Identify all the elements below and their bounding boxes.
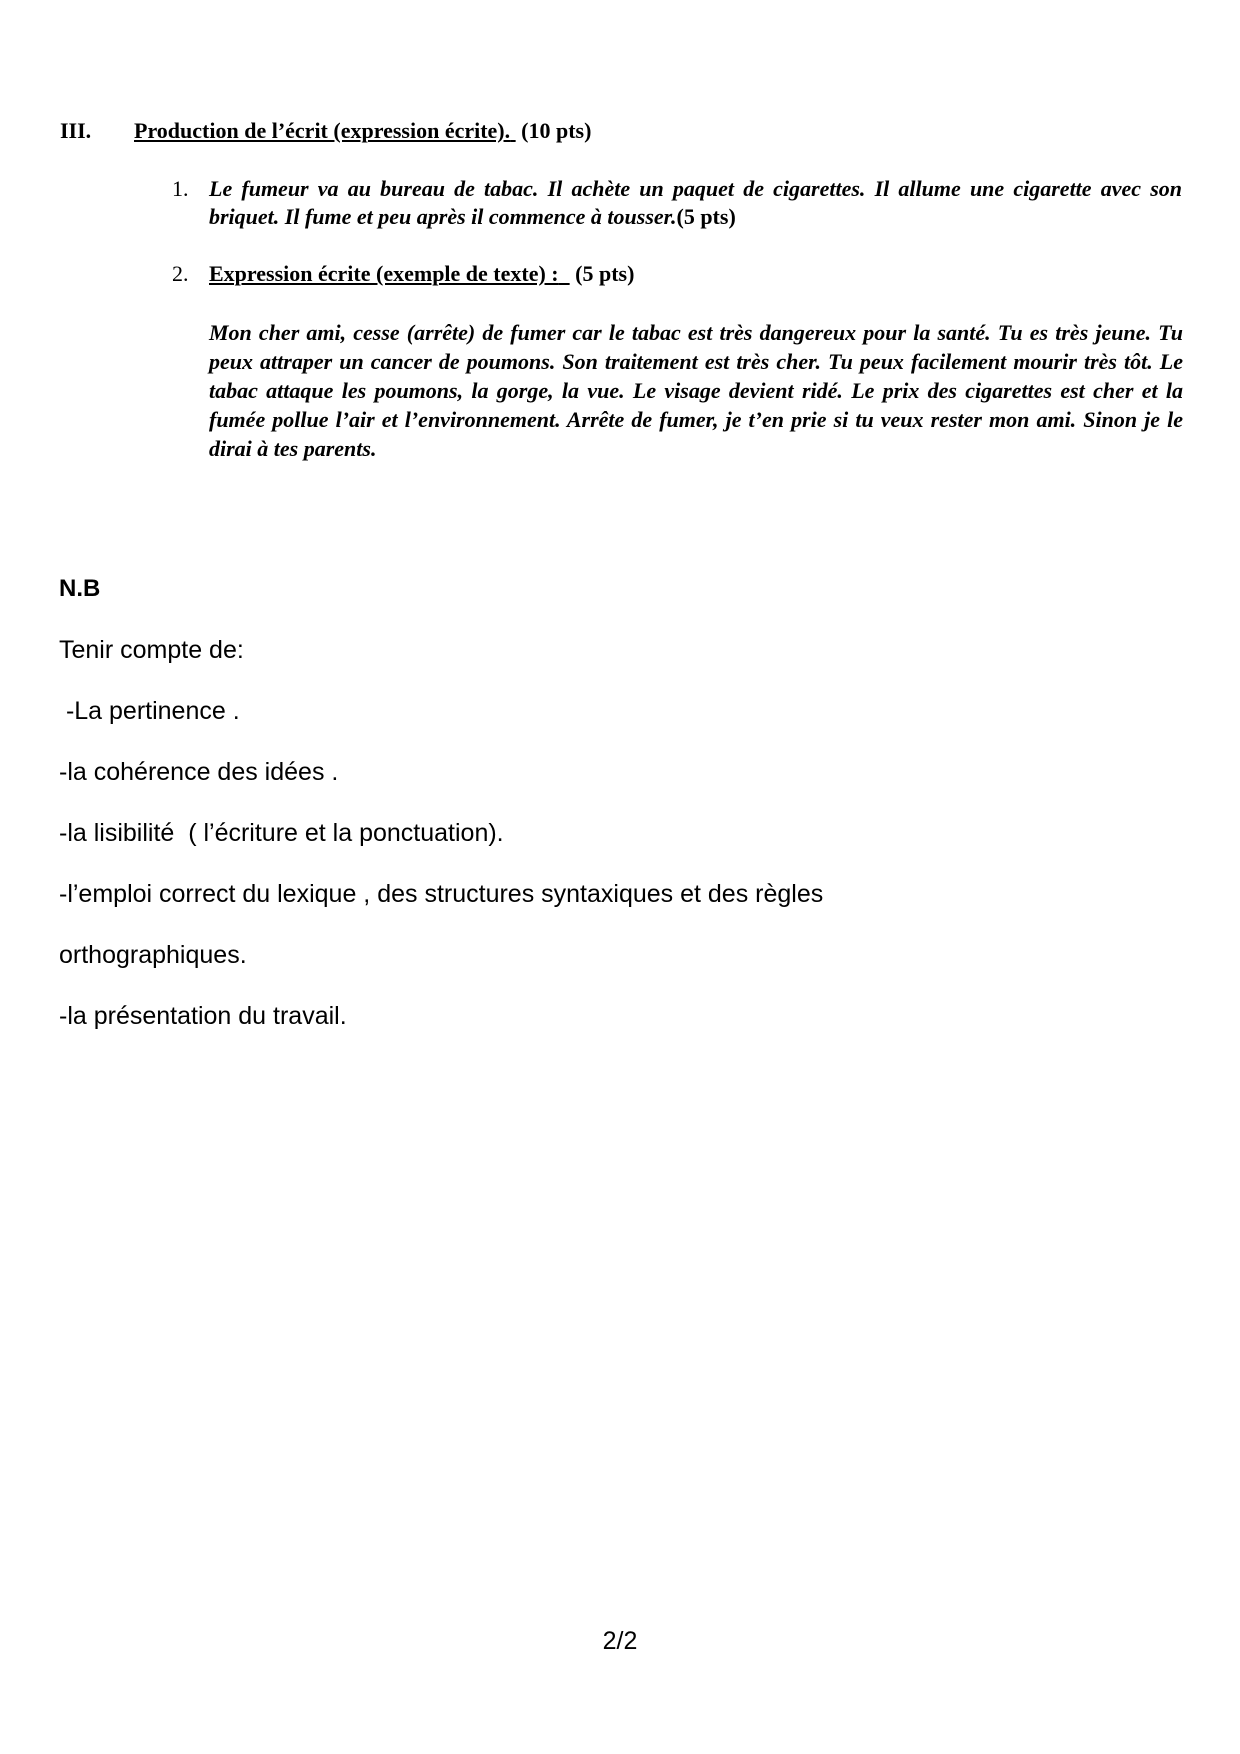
item-2-points: (5 pts) [575,261,635,286]
nb-intro: Tenir compte de: [59,636,244,664]
item-1-text: Le fumeur va au bureau de tabac. Il achète un paquet de cigarettes. Il allume une cigarette avec son briquet. Il fume et peu après il commence à tousser. [209,176,1182,229]
nb-criterion: -la cohérence des idées . [59,758,339,786]
question-item-2 [172,260,1182,288]
item-1-text-block [209,175,1182,231]
item-number: 1. [172,176,189,201]
item-number: 2. [172,261,189,286]
nb-criterion: -la présentation du travail. [59,1002,347,1030]
nb-criterion: -la lisibilité ( l’écriture et la ponctuation). [59,819,504,847]
item-1-points: (5 pts) [676,204,736,229]
question-item-1 [172,175,1182,231]
nb-criterion: -La pertinence . [59,697,240,725]
nb-title: N.B [59,575,101,602]
section-points: (10 pts) [521,118,592,143]
section-title: Production de l’écrit (expression écrite). [134,118,511,143]
item-2-title: Expression écrite (exemple de texte) : [209,261,559,286]
nb-criterion: orthographiques. [59,941,247,969]
page-number: 2/2 [602,1627,638,1655]
nb-criterion: -l’emploi correct du lexique , des structures syntaxiques et des règles [59,880,824,908]
section-number: III. [60,118,92,143]
section-heading [60,118,591,144]
example-text-paragraph: Mon cher ami, cesse (arrête) de fumer car le tabac est très dangereux pour la santé. Tu es très jeune. Tu peux attraper un cancer de poumons. Son traitement est très cher. Tu peux facilement mourir très tôt. Le tabac attaque les poumons, la gorge, la vue. Le visage devient ridé. Le prix des cigarettes est cher et la fumée pollue l’air et l’environnement. Arrête de fumer, je t’en prie si tu veux rester mon ami. Sinon je le dirai à tes parents. [209,320,1183,461]
item-2-heading [209,260,1182,288]
